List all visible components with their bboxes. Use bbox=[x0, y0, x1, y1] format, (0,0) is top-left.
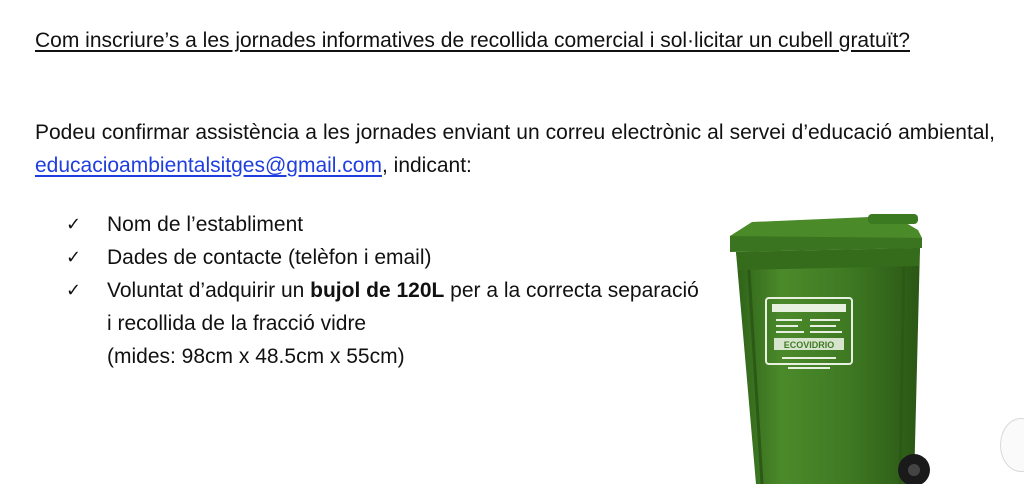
list-item-text-start: Voluntat d’adquirir un bbox=[107, 279, 311, 302]
paragraph-text-end: , indicant: bbox=[381, 154, 472, 177]
bin-brand-label: ECOVIDRIO bbox=[783, 340, 835, 350]
bin-dimensions: (mides: 98cm x 48.5cm x 55cm) bbox=[107, 345, 405, 368]
checkmark-icon: ✓ bbox=[66, 280, 82, 301]
list-item-text: Nom de l’establiment bbox=[107, 213, 304, 236]
paragraph-text-start: Podeu confirmar assistència a les jornades enviant un correu electrònic al servei d’educació ambiental, bbox=[35, 121, 995, 144]
list-item bbox=[66, 241, 706, 274]
green-bin-image bbox=[718, 208, 938, 484]
section-heading: Com inscriure’s a les jornades informatives de recollida comercial i sol·licitar un cubell gratuït? bbox=[35, 29, 910, 52]
floating-edge-button[interactable] bbox=[1000, 418, 1024, 472]
list-item-text-end: per a la correcta separació i recollida de la fracció vidre bbox=[107, 279, 699, 335]
list-item bbox=[66, 274, 706, 373]
bin-size-bold: bujol de 120L bbox=[310, 279, 445, 302]
checkmark-icon: ✓ bbox=[66, 214, 82, 235]
email-link[interactable]: educacioambientalsitges@gmail.com bbox=[35, 154, 382, 177]
instructions-paragraph bbox=[35, 116, 995, 182]
checklist bbox=[66, 208, 706, 373]
list-item-text: Dades de contacte (telèfon i email) bbox=[107, 246, 432, 269]
list-item bbox=[66, 208, 706, 241]
checkmark-icon: ✓ bbox=[66, 247, 82, 268]
